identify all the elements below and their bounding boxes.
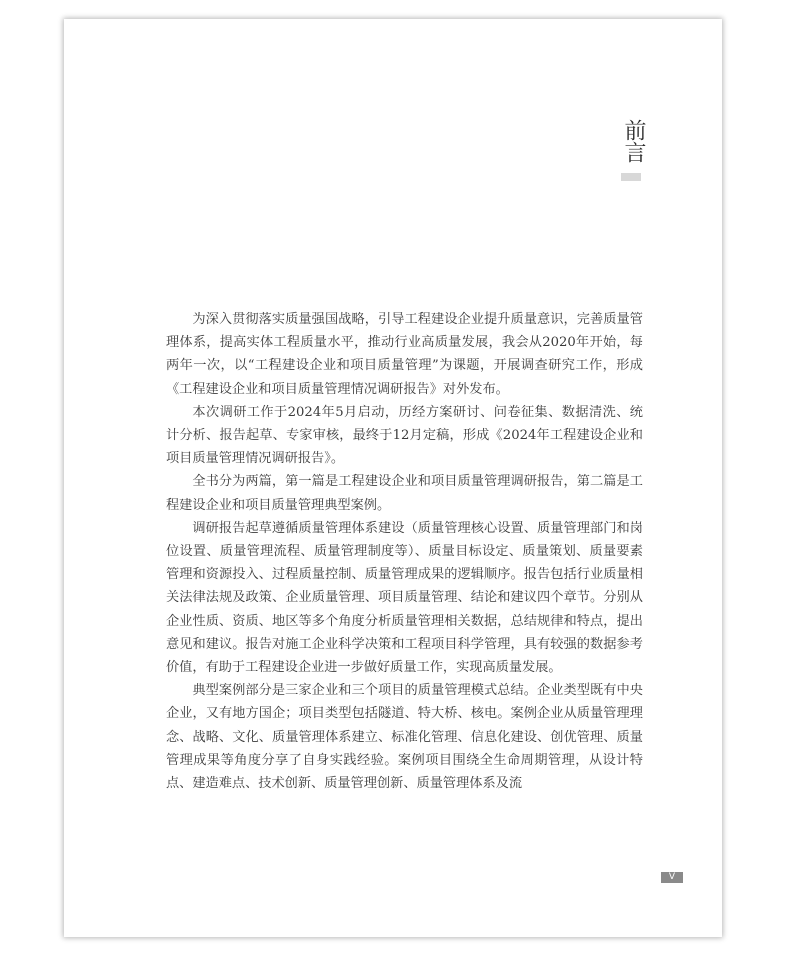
paragraph: 本次调研工作于2024年5月启动，历经方案研讨、问卷征集、数据清洗、统计分析、报告起草、专家审核，最终于12月定稿，形成《2024年工程建设企业和项目质量管理情况调研报告》。 xyxy=(166,404,643,467)
paragraph: 为深入贯彻落实质量强国战略，引导工程建设企业提升质量意识，完善质量管理体系，提高实体工程质量水平，推动行业高质量发展，我会从2020年开始，每两年一次，以“工程建设企业和项目质量管理”为课题，开展调查研究工作，形成《工程建设企业和项目质量管理情况调研报告》对外发布。 xyxy=(166,312,643,397)
paragraph: 典型案例部分是三家企业和三个项目的质量管理模式总结。企业类型既有中央企业，又有地方国企；项目类型包括隧道、特大桥、核电。案例企业从质量管理理念、战略、文化、质量管理体系建立、标准化管理、信息化建设、创优管理、质量管理成果等角度分享了自身实践经验。案例项目围绕全生命周期管理，从设计特点、建造难点、技术创新、质量管理创新、质量管理体系及流 xyxy=(166,683,643,792)
body-text xyxy=(166,308,643,795)
page-title: 前言 xyxy=(621,119,646,163)
page-number: V xyxy=(661,872,683,883)
paragraph: 全书分为两篇，第一篇是工程建设企业和项目质量管理调研报告，第二篇是工程建设企业和项目质量管理典型案例。 xyxy=(166,474,643,513)
title-underline xyxy=(621,173,641,181)
paragraph: 调研报告起草遵循质量管理体系建设（质量管理核心设置、质量管理部门和岗位设置、质量管理流程、质量管理制度等）、质量目标设定、质量策划、质量要素管理和资源投入、过程质量控制、质量管理成果的逻辑顺序。报告包括行业质量相关法律法规及政策、企业质量管理、项目质量管理、结论和建议四个章节。分别从企业性质、资质、地区等多个角度分析质量管理相关数据，总结规律和特点，提出意见和建议。报告对施工企业科学决策和工程项目科学管理，具有较强的数据参考价值，有助于工程建设企业进一步做好质量工作，实现高质量发展。 xyxy=(166,520,643,676)
document-page xyxy=(64,19,722,937)
